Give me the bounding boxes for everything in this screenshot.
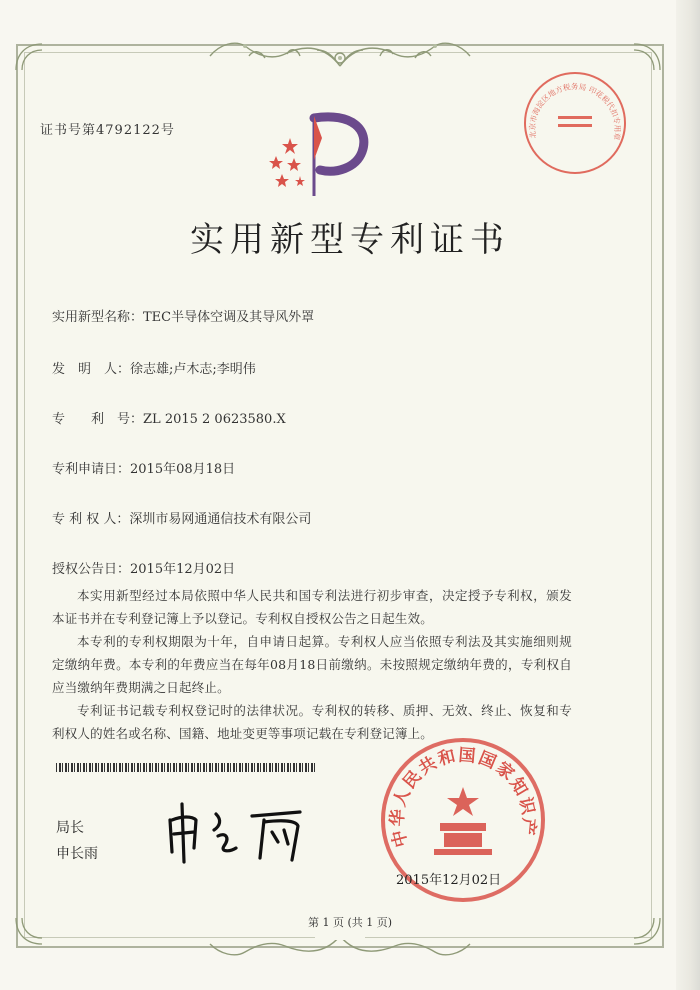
field-value: ZL 2015 2 0623580.X xyxy=(143,412,286,427)
field-value: 2015年08月18日 xyxy=(130,462,236,477)
body-paragraph: 本实用新型经过本局依照中华人民共和国专利法进行初步审查，决定授予专利权，颁发本证书并在专利登记簿上予以登记。专利权自授权公告之日起生效。 xyxy=(52,588,572,626)
field-value: 徐志雄;卢木志;李明伟 xyxy=(130,362,256,377)
field-patentee xyxy=(52,508,311,527)
field-inventors xyxy=(52,358,256,377)
page-number: 第 1 页 (共 1 页) xyxy=(307,916,393,929)
seal-date: 2015年12月02日 xyxy=(396,873,502,888)
field-utility-model-name xyxy=(52,306,314,325)
top-ornament xyxy=(205,36,475,76)
bottom-ornament xyxy=(205,930,475,960)
field-label: 发 明 人： xyxy=(52,362,131,377)
certificate-body xyxy=(52,584,572,745)
corner-ornament-top-left xyxy=(12,40,46,74)
body-paragraph: 专利证书记载专利权登记时的法律状况。专利权的转移、质押、无效、终止、恢复和专利权人的姓名或名称、国籍、地址变更等事项记载在专利登记簿上。 xyxy=(52,703,572,741)
field-label: 专 利 权 人： xyxy=(52,512,130,527)
certificate-title: 实用新型专利证书 xyxy=(190,220,510,260)
corner-ornament-top-right xyxy=(630,40,664,74)
director-title: 局长 xyxy=(56,820,84,836)
field-label: 专 利 号： xyxy=(52,412,144,427)
director-name: 申长雨 xyxy=(56,846,98,862)
scan-edge xyxy=(676,0,700,990)
field-value: 2015年12月02日 xyxy=(130,562,236,577)
field-application-date xyxy=(52,458,235,477)
field-label: 实用新型名称： xyxy=(52,310,144,325)
field-label: 专利申请日： xyxy=(52,462,131,477)
barcode xyxy=(56,763,316,772)
field-value: TEC半导体空调及其导风外罩 xyxy=(143,310,315,325)
field-value: 深圳市易网通通信技术有限公司 xyxy=(129,512,312,527)
patent-office-logo xyxy=(262,108,382,200)
field-grant-date xyxy=(52,558,235,577)
certificate-number: 证书号第4792122号 xyxy=(40,123,175,138)
svg-text:北京市海淀区地方税务局 印花税代扣专用章 国家知识产权局 xyxy=(520,68,623,142)
stamp-text: 北京市海淀区地方税务局 印花税代扣专用章 xyxy=(527,82,623,141)
seal-text: 中华人民共和国国家知识产 xyxy=(387,745,539,850)
svg-text:中华人民共和国国家知识产权局 xyxy=(378,735,540,849)
body-paragraph: 本专利的专利权期限为十年，自申请日起算。专利权人应当依照专利法及其实施细则规定缴纳年费。本专利的年费应当在每年08月18日前缴纳。未按照规定缴纳年费的，专利权自应当缴纳年费期满之日起终止。 xyxy=(52,634,572,695)
field-label: 授权公告日： xyxy=(52,562,131,577)
field-patent-number xyxy=(52,408,286,427)
handwritten-signature xyxy=(160,790,320,870)
stamp-duty-seal xyxy=(520,68,630,178)
